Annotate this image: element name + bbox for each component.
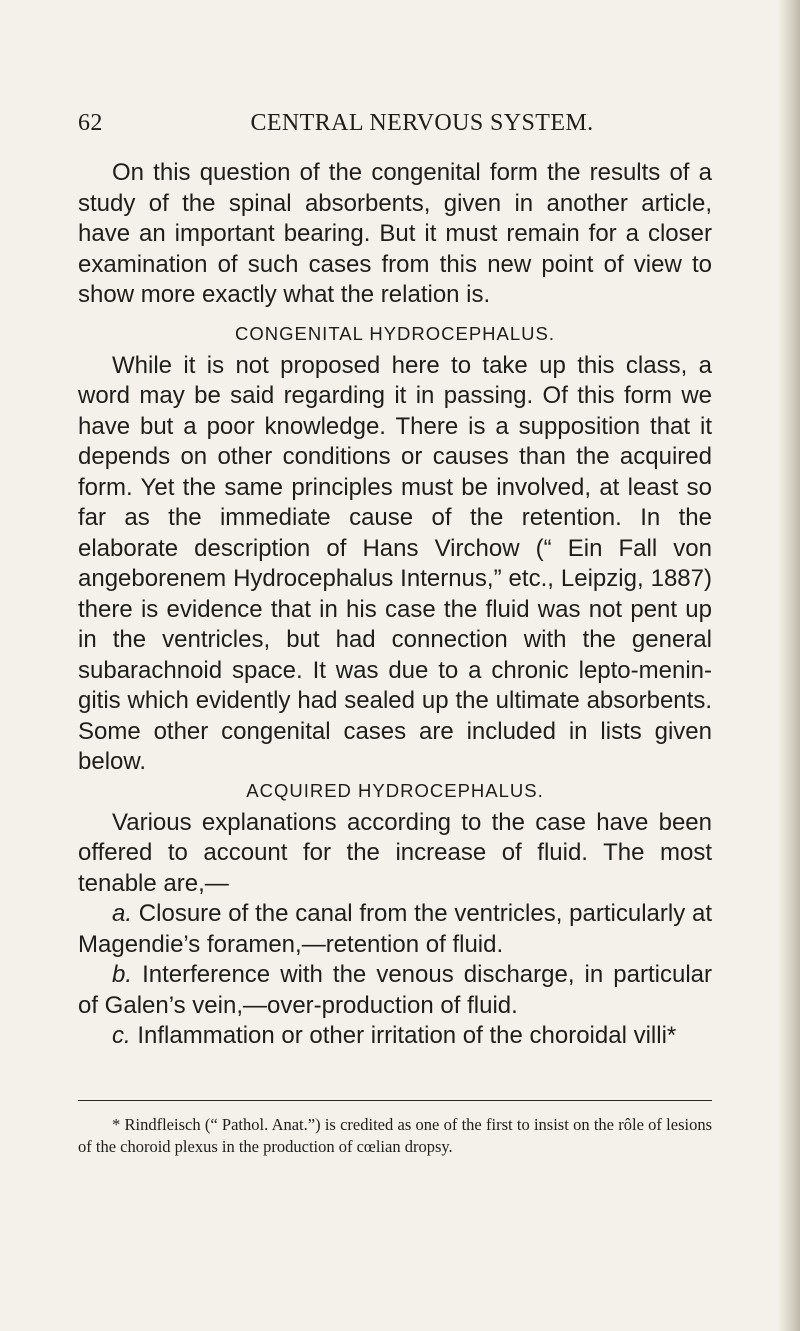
running-head: CENTRAL NERVOUS SYSTEM. [250, 110, 594, 136]
acquired-heading: ACQUIRED HYDROCEPHALUS. [246, 779, 544, 801]
congenital-paragraph: While it is not proposed here to take up this class, a word may be said regarding it in passing. Of this form we have but a poor knowledge. There is a supposition that it depends on other conditions or causes than the acquired form. Yet the same principles must be involved, at least so far as the immediate cause of the retention. In the elaborate description of Hans Virchow (“ Ein Fall von angeborenem Hydrocephalus Internus,” etc., Leipzig, 1887) there is evidence that in his case the fluid was not pent up in the ventricles, but had connection with the general subarachnoid space. It was due to a chronic lepto-menin-gitis which evidently had sealed up the ultimate absorbents. Some other congenital cases are included in lists given below. [78, 351, 712, 775]
item-c-text: Inflammation or other irritation of the choroidal villi* [130, 1022, 677, 1049]
footnote [78, 1114, 712, 1158]
item-b-label: b. [112, 961, 133, 988]
item-b-text: Interference with the venous discharge, in particular of Galen’s vein,—over-production of fluid. [78, 961, 712, 1019]
page-edge-shadow [778, 0, 800, 1331]
list-item-c [78, 1021, 712, 1052]
item-a-label: a. [112, 900, 133, 927]
main-text [78, 158, 712, 1052]
item-c-label: c. [112, 1022, 131, 1049]
list-item-a [78, 899, 712, 960]
list-item-b [78, 960, 712, 1021]
page-header [78, 110, 728, 150]
acquired-paragraph: Various explanations according to the case have been offered to account for the increase of fluid. The most tenable are,— [78, 808, 712, 897]
intro-paragraph: On this question of the congenital form the results of a study of the spinal absorbents, given in another article, have an important bearing. But it must remain for a closer examination of such cases from this new point of view to show more exactly what the relation is. [78, 159, 712, 308]
congenital-heading: CONGENITAL HYDROCEPHALUS. [234, 322, 556, 344]
page-number: 62 [78, 110, 103, 136]
item-a-text: Closure of the canal from the ventricles, particularly at Magendie’s foramen,—retention of fluid. [78, 900, 712, 958]
footnote-rule [78, 1100, 712, 1101]
footnote-text: * Rindfleisch (“ Pathol. Anat.”) is credited as one of the first to insist on the rôle of lesions of the choroid plexus in the production of cœlian dropsy. [78, 1115, 712, 1156]
